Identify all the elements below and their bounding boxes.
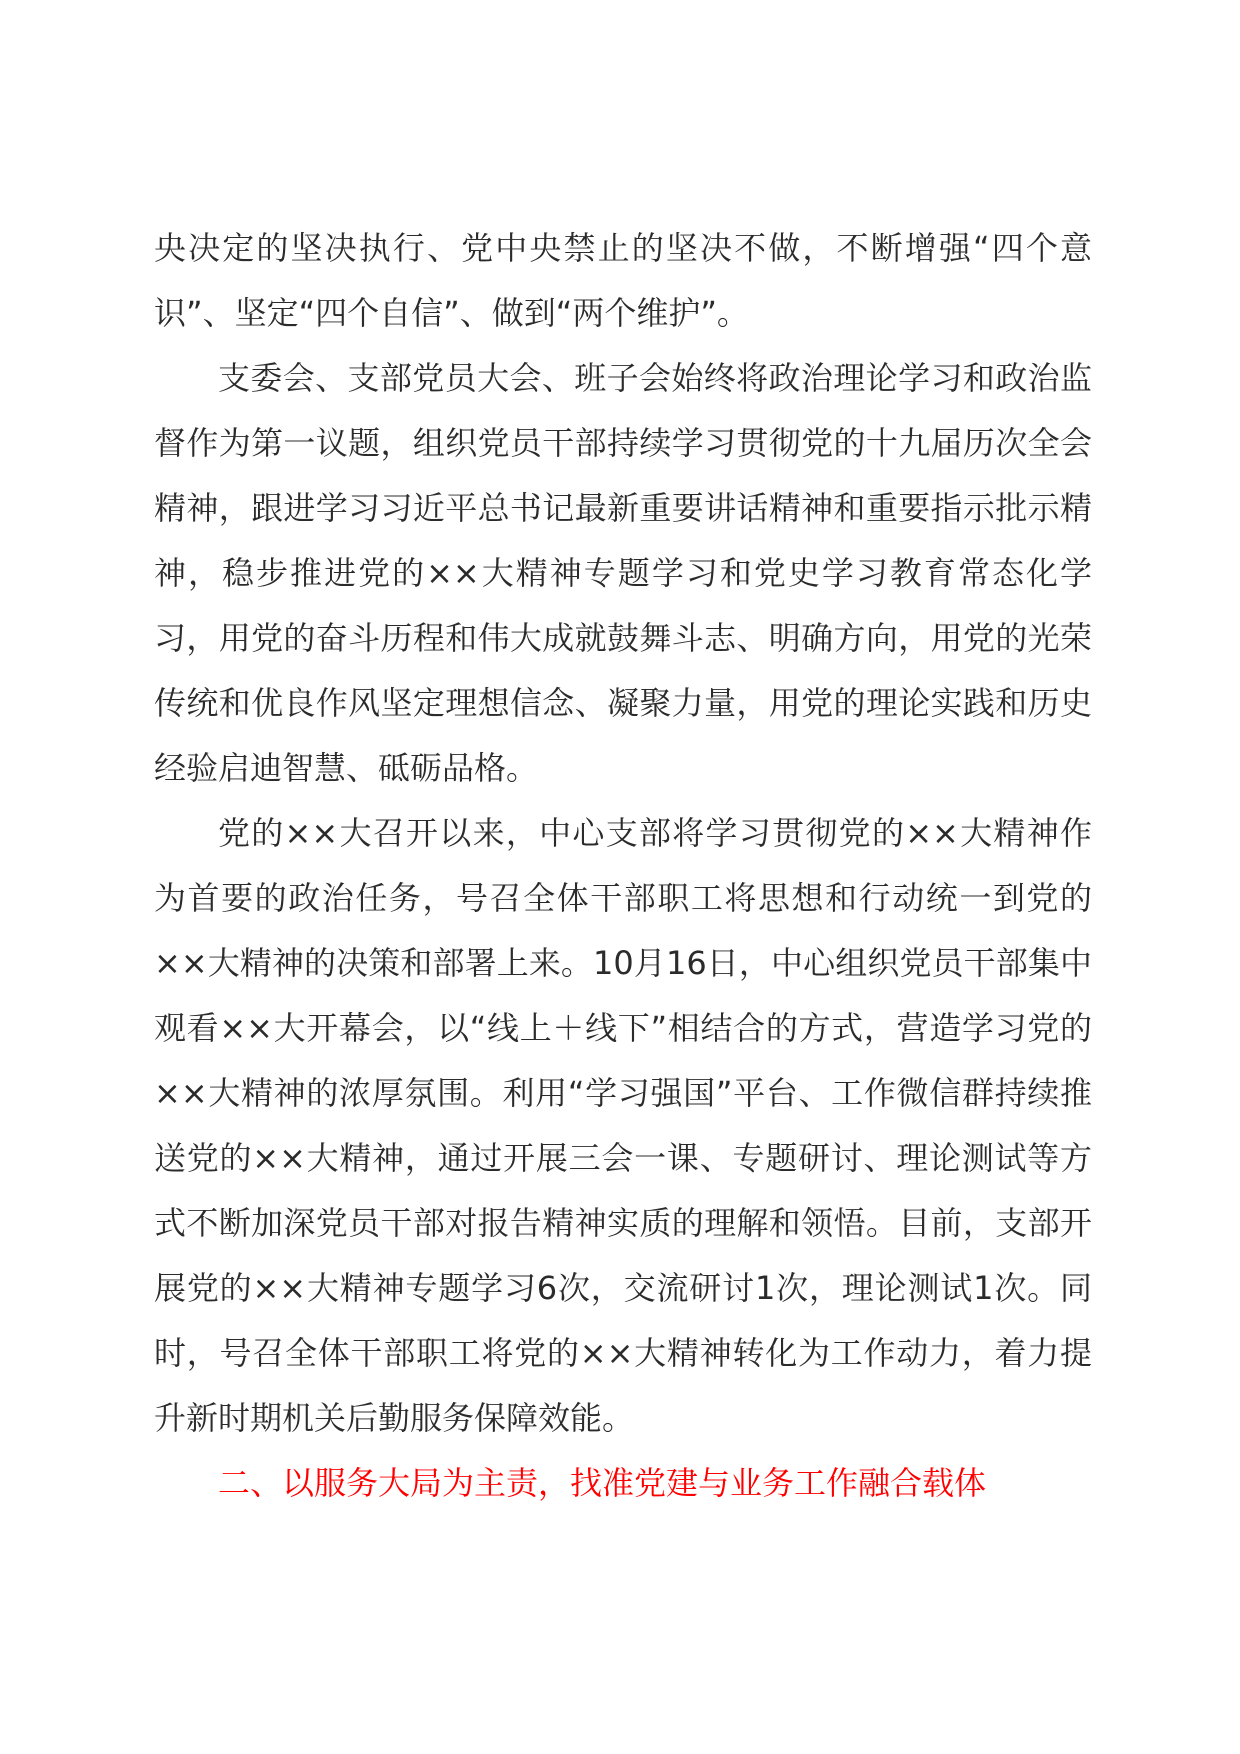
document-body: [154, 216, 1092, 1516]
paragraph-congress-study: 党的××大召开以来，中心支部将学习贯彻党的××大精神作为首要的政治任务，号召全体干部职工将思想和行动统一到党的××大精神的决策和部署上来。10月16日，中心组织党员干部集中观看××大开幕会，以“线上＋线下”相结合的方式，营造学习党的××大精神的浓厚氛围。利用“学习强国”平台、工作微信群持续推送党的××大精神，通过开展三会一课、专题研讨、理论测试等方式不断加深党员干部对报告精神实质的理解和领悟。目前，支部开展党的××大精神专题学习6次，交流研讨1次，理论测试1次。同时，号召全体干部职工将党的××大精神转化为工作动力，着力提升新时期机关后勤服务保障效能。: [154, 814, 1092, 1437]
paragraph-theory-study: 支委会、支部党员大会、班子会始终将政治理论学习和政治监督作为第一议题，组织党员干部持续学习贯彻党的十九届历次全会精神，跟进学习习近平总书记最新重要讲话精神和重要指示批示精神，稳步推进党的××大精神专题学习和党史学习教育常态化学习，用党的奋斗历程和伟大成就鼓舞斗志、明确方向，用党的光荣传统和优良作风坚定理想信念、凝聚力量，用党的理论实践和历史经验启迪智慧、砥砺品格。: [154, 359, 1092, 787]
section-heading: 二、以服务大局为主责，找准党建与业务工作融合载体: [218, 1464, 987, 1502]
paragraph-continuation: 央决定的坚决执行、党中央禁止的坚决不做，不断增强“四个意识”、坚定“四个自信”、做到“两个维护”。: [154, 229, 1092, 332]
